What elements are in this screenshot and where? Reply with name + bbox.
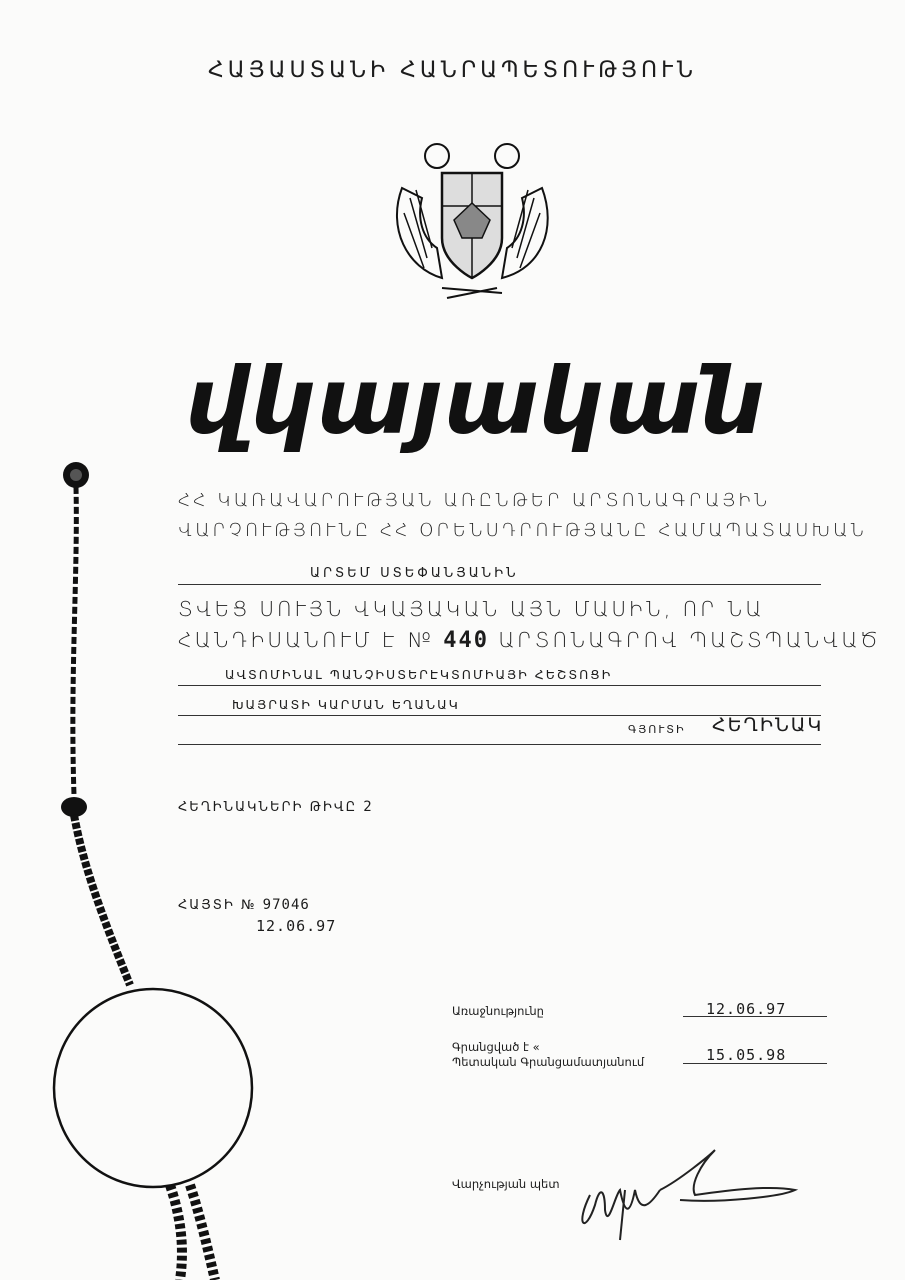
registration-label-1: Գրանցված է « xyxy=(452,1040,540,1054)
issuer-line-1: ՀՀ ԿԱՌԱՎԱՐՈՒԹՅԱՆ ԱՌԸՆԹԵՐ ԱՐՏՈՆԱԳՐԱՅԻՆ xyxy=(178,490,771,511)
handwritten-signature xyxy=(570,1135,810,1245)
authors-count xyxy=(178,799,372,815)
certificate-line-2-suffix: ԱՐՏՈՆԱԳՐՈՎ ՊԱՇՏՊԱՆՎԱԾ xyxy=(498,628,881,652)
registration-label-2: Պետական Գրանցամատյանում xyxy=(452,1055,645,1069)
priority-underline xyxy=(683,1016,827,1017)
certificate-line-2-prefix: ՀԱՆԴԻՍԱՆՈՒՄ Է № xyxy=(178,628,434,652)
color-description: ԽԱՅՐԱՏԻ ԿԱՐՄԱՆ ԵՂԱՆԱԿ xyxy=(232,697,460,712)
owner-underline xyxy=(178,584,821,585)
chief-label: Վարչության պետ xyxy=(452,1177,560,1191)
certificate-number: 440 xyxy=(443,628,489,653)
certificate-title xyxy=(175,355,775,455)
ribbon-cord-seal xyxy=(40,455,260,1280)
authors-count-value: 2 xyxy=(363,799,372,815)
issuer-line-2: ՎԱՐՉՈՒԹՅՈՒՆԸ ՀՀ ՕՐԵՆՍԴՐՈՒԹՅԱՆԸ ՀԱՄԱՊԱՏԱՍԽԱՆ xyxy=(178,520,868,541)
color-value: ՀԵՂԻՆԱԿ xyxy=(712,714,824,736)
country-heading: ՀԱՅԱՍՏԱՆԻ ՀԱՆՐԱՊԵՏՈՒԹՅՈՒՆ xyxy=(208,58,697,83)
registration-date: 15.05.98 xyxy=(706,1046,787,1064)
priority-date: 12.06.97 xyxy=(706,1000,787,1018)
product-underline xyxy=(178,685,821,686)
application-number-value: 97046 xyxy=(262,897,310,913)
certificate-line-1: ՏՎԵՑ ՍՈՒՅՆ ՎԿԱՅԱԿԱՆ ԱՅՆ ՄԱՍԻՆ, ՈՐ ՆԱ xyxy=(178,597,765,621)
owner-name: ԱՐՏԵՄ ՍՏԵՓԱՆՅԱՆԻՆ xyxy=(310,566,519,581)
certificate-line-2 xyxy=(178,628,880,653)
color-value-underline xyxy=(178,744,821,745)
application-label: ՀԱՅՏԻ № xyxy=(178,898,257,913)
product-description: ԱՎՏՈՄԻՆԱԼ ՊԱՆՉԻՍՏԵՐԷԿՏՈՄԻԱՅԻ ՀԵՇՏՈՑԻ xyxy=(225,667,613,682)
registration-underline xyxy=(683,1063,827,1064)
coat-of-arms-emblem xyxy=(382,128,562,308)
priority-label: Առաջնությունը xyxy=(452,1004,544,1018)
application-date: 12.06.97 xyxy=(256,917,337,935)
color-label: ԳՅՈՒՏԻ xyxy=(628,723,686,736)
application-number xyxy=(178,897,310,913)
certificate-title-text: վկայական xyxy=(185,355,765,455)
authors-count-label: ՀԵՂԻՆԱԿՆԵՐԻ ԹԻՎԸ xyxy=(178,800,358,815)
